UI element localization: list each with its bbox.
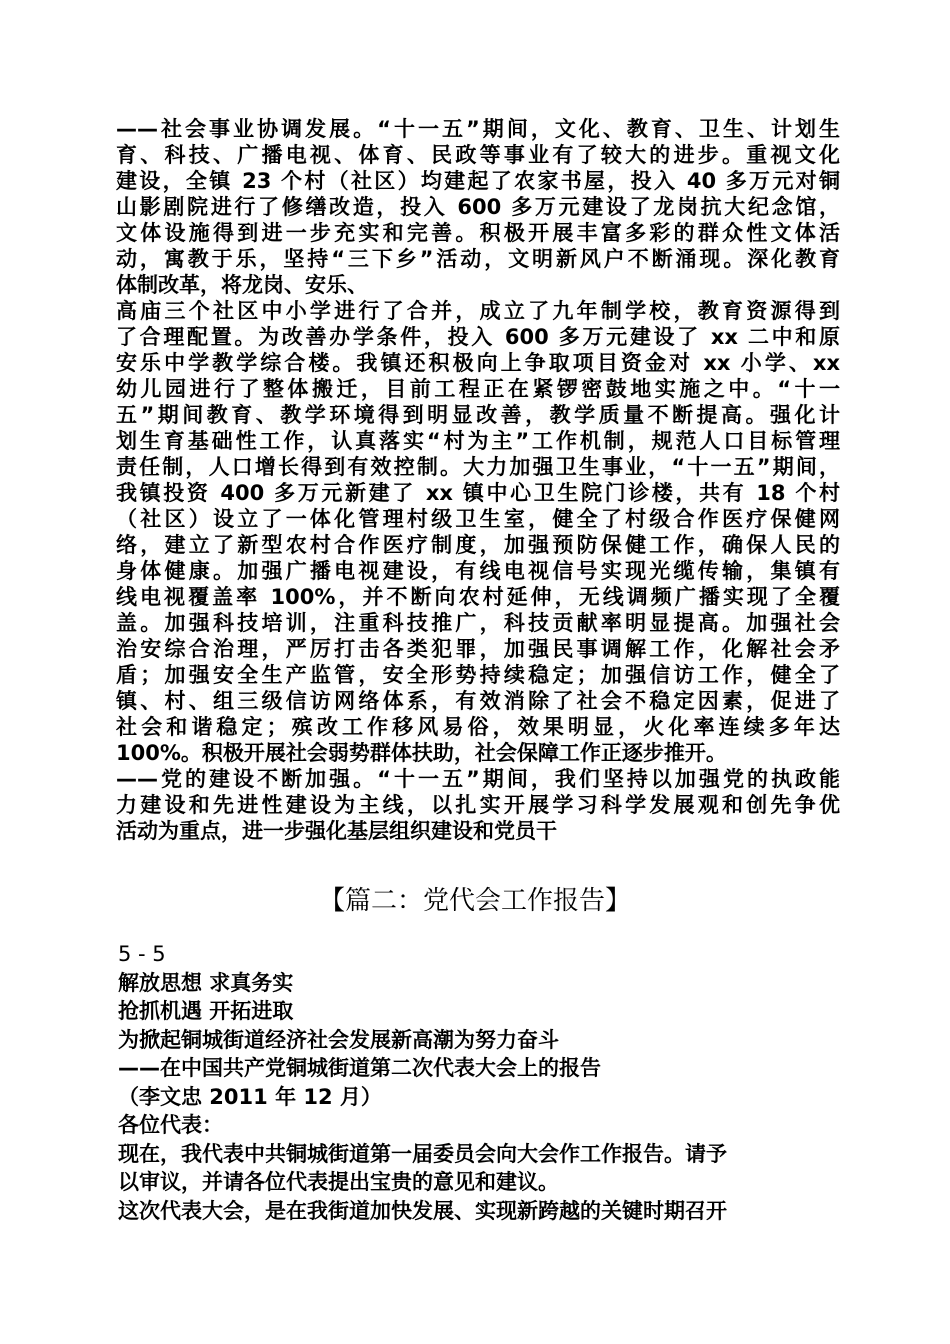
text-line: 建设，全镇 23 个村（社区）均建起了农家书屋，投入 40 多万元对铜 <box>116 169 840 193</box>
text-line: 了合理配置。为改善办学条件，投入 600 多万元建设了 xx 二中和原 <box>116 325 840 349</box>
text-line: 体制改革，将龙岗、安乐、 <box>116 273 368 297</box>
text-line: 我镇投资 400 多万元新建了 xx 镇中心卫生院门诊楼，共有 18 个村 <box>116 481 840 505</box>
text-line: 育、科技、广播电视、体育、民政等事业有了较大的进步。重视文化 <box>116 143 840 167</box>
text-line: 高庙三个社区中小学进行了合并，成立了九年制学校，教育资源得到 <box>116 299 840 323</box>
text-line: （社区）设立了一体化管理村级卫生室，健全了村级合作医疗保健网 <box>116 507 840 531</box>
text-line: 现在，我代表中共铜城街道第一届委员会向大会作工作报告。请予 <box>118 1141 727 1166</box>
page-marker: 5 - 5 <box>118 942 166 966</box>
text-line: 这次代表大会，是在我街道加快发展、实现新跨越的关键时期召开 <box>118 1198 727 1223</box>
text-line: 幼儿园进行了整体搬迁，目前工程正在紧锣密鼓地实施之中。“十一 <box>116 377 840 401</box>
section-one-body <box>116 116 840 844</box>
text-line: 山影剧院进行了修缮改造，投入 600 多万元建设了龙岗抗大纪念馆， <box>116 195 840 219</box>
text-line: 动，寓教于乐，坚持“三下乡”活动，文明新风户不断涌现。深化教育 <box>116 247 840 271</box>
text-line: 镇、村、组三级信访网络体系，有效消除了社会不稳定因素，促进了 <box>116 689 840 713</box>
text-line: 责任制，人口增长得到有效控制。大力加强卫生事业，“十一五”期间， <box>116 455 840 479</box>
text-line: 五”期间教育、教学环境得到明显改善，教学质量不断提高。强化计 <box>116 403 840 427</box>
text-line: 活动为重点，进一步强化基层组织建设和党员干 <box>116 819 557 843</box>
text-line: ——社会事业协调发展。“十一五”期间，文化、教育、卫生、计划生 <box>116 117 840 141</box>
text-line: 线电视覆盖率 100%，并不断向农村延伸，无线调频广播实现了全覆 <box>116 585 840 609</box>
report-subtitle: ——在中国共产党铜城街道第二次代表大会上的报告 <box>118 1056 601 1080</box>
report-title-line: 为掀起铜城街道经济社会发展新高潮为努力奋斗 <box>118 1027 559 1052</box>
salutation: 各位代表： <box>118 1113 223 1137</box>
report-title-line: 抢抓机遇 开拓进取 <box>118 999 294 1023</box>
text-line: 治安综合治理，严厉打击各类犯罪，加强民事调解工作，化解社会矛 <box>116 637 840 661</box>
text-line: 文体设施得到进一步充实和完善。积极开展丰富多彩的群众性文体活 <box>116 221 840 245</box>
text-line: 100%。积极开展社会弱势群体扶助，社会保障工作正逐步推开。 <box>116 741 727 765</box>
text-line: 盖。加强科技培训，注重科技推广，科技贡献率明显提高。加强社会 <box>116 611 840 635</box>
text-line: 安乐中学教学综合楼。我镇还积极向上争取项目资金对 xx 小学、xx <box>116 351 840 375</box>
text-line: 力建设和先进性建设为主线，以扎实开展学习科学发展观和创先争优 <box>116 793 840 817</box>
text-line: 划生育基础性工作，认真落实“村为主”工作机制，规范人口目标管理 <box>116 429 840 453</box>
text-line: 络，建立了新型农村合作医疗制度，加强预防保健工作，确保人民的 <box>116 533 840 557</box>
section-two-body <box>118 940 842 1225</box>
text-line: 身体健康。加强广播电视建设，有线电视信号实现光缆传输，集镇有 <box>116 559 840 583</box>
section-heading: 【篇二：党代会工作报告】 <box>318 886 631 916</box>
text-line: 社会和谐稳定；殡改工作移风易俗，效果明显，火化率连续多年达 <box>116 715 840 739</box>
report-title-line: 解放思想 求真务实 <box>118 970 294 995</box>
text-line: ——党的建设不断加强。“十一五”期间，我们坚持以加强党的执政能 <box>116 767 840 791</box>
text-line: 盾；加强安全生产监管，安全形势持续稳定；加强信访工作，健全了 <box>116 663 840 687</box>
report-author-date: （李文忠 2011 年 12 月） <box>118 1084 382 1109</box>
text-line: 以审议，并请各位代表提出宝贵的意见和建议。 <box>118 1170 559 1194</box>
